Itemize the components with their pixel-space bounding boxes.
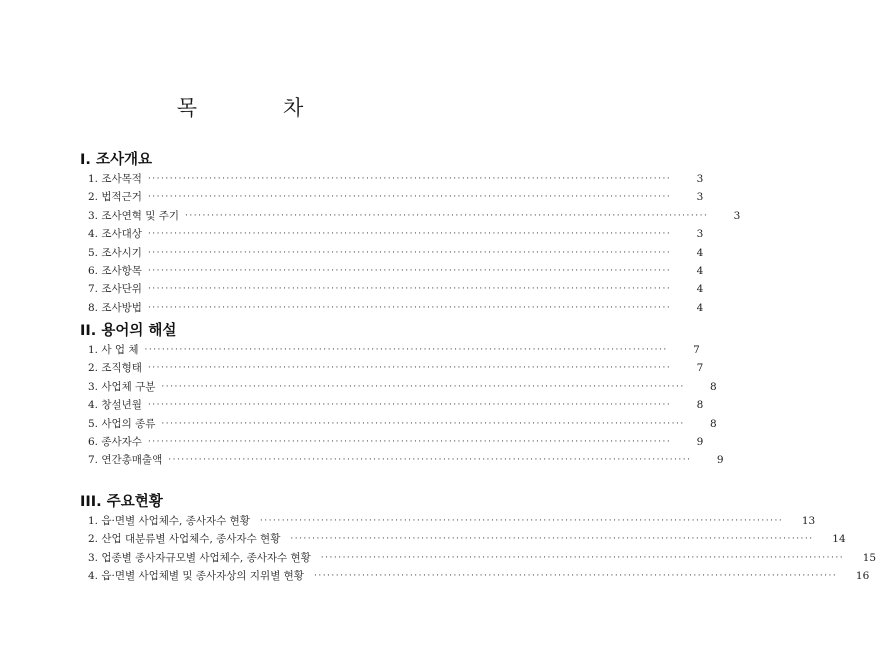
dot-leader: ························································································································ (185, 210, 709, 221)
toc-entry-page: 8 (696, 399, 704, 412)
toc-entry-page: 15 (862, 551, 876, 564)
dot-leader: ························································································································ (147, 174, 672, 184)
toc-entry-label: 8. 조사방법 (88, 301, 142, 314)
toc-entry-label: 6. 종사자수 (88, 435, 142, 448)
toc-entry[interactable] (80, 188, 704, 206)
toc-entry-label: 5. 조사시기 (88, 246, 142, 259)
dot-leader: ························································································································ (147, 284, 672, 295)
dot-leader: ························································································································ (147, 363, 672, 374)
toc-entry-page: 3 (733, 209, 741, 222)
toc-entry[interactable] (80, 170, 704, 188)
toc-entry-page: 7 (693, 344, 700, 356)
toc-entry-page: 9 (716, 454, 724, 467)
toc-entry-label: 3. 업종별 종사자규모별 사업체수, 종사자수 현황 (88, 551, 311, 564)
toc-entry[interactable] (80, 225, 704, 243)
dot-leader: ························································································································ (161, 418, 685, 429)
toc-entry-page: 14 (832, 533, 846, 546)
dot-leader: ························································································································ (147, 436, 672, 447)
dot-leader: ························································································································ (144, 345, 668, 355)
toc-entry-label: 3. 사업체 구분 (88, 380, 156, 393)
dot-leader: ························································································································ (147, 229, 672, 240)
toc-entry-label: 4. 조사대상 (88, 228, 142, 241)
section-heading: III. 주요현황 (80, 494, 163, 510)
toc-entry-page: 4 (696, 246, 704, 259)
section-survey-overview (80, 150, 741, 317)
dot-leader: ························································································································ (147, 265, 672, 276)
dot-leader: ························································································································ (168, 455, 692, 466)
toc-entry[interactable] (80, 262, 704, 280)
dot-leader: ························································································································ (147, 247, 672, 258)
toc-entry-page: 3 (696, 173, 704, 185)
toc-entry-label: 1. 사 업 체 (88, 344, 139, 356)
dot-leader: ························································································································ (147, 192, 672, 203)
toc-entry-label: 2. 법적근거 (88, 191, 142, 204)
toc-entry-page: 4 (696, 301, 704, 314)
toc-entry[interactable] (80, 299, 704, 317)
dot-leader: ························································································································ (313, 571, 838, 582)
toc-entry[interactable] (80, 244, 704, 262)
toc-entry-label: 1. 읍·면별 사업체수, 종사자수 현황 (88, 515, 250, 527)
section-main-status (80, 492, 876, 586)
title-char-2: 차 (283, 96, 304, 120)
dot-leader: ························································································································ (259, 516, 784, 526)
toc-entry-label: 2. 산업 대분류별 사업체수, 종사자수 현황 (88, 533, 281, 546)
toc-entry-label: 4. 창설년월 (88, 399, 142, 412)
toc-entry[interactable] (80, 396, 704, 414)
toc-entry[interactable] (80, 530, 846, 548)
toc-entry-page: 16 (855, 570, 870, 583)
toc-entry-page: 4 (696, 283, 704, 296)
toc-entry-label: 4. 읍·면별 사업체별 및 종사자상의 지위별 현황 (88, 570, 304, 583)
page-title (0, 92, 480, 122)
toc-entry[interactable] (80, 378, 717, 396)
toc-entry-page: 9 (696, 435, 704, 448)
toc-entry[interactable] (80, 512, 816, 530)
toc-entry[interactable] (80, 280, 704, 298)
toc-entry[interactable] (80, 359, 704, 377)
toc-entry[interactable] (80, 451, 724, 469)
toc-entry-label: 1. 조사목적 (88, 173, 142, 185)
dot-leader: ························································································································ (320, 552, 845, 563)
toc-entry-label: 3. 조사연혁 및 주기 (88, 209, 180, 222)
toc-entry[interactable] (80, 341, 700, 359)
section-heading: II. 용어의 해설 (80, 323, 177, 339)
dot-leader: ························································································································ (290, 534, 814, 545)
toc-entry-label: 7. 연간총매출액 (88, 454, 163, 467)
toc-entry[interactable] (80, 567, 870, 585)
toc-entry[interactable] (80, 415, 717, 433)
dot-leader: ························································································································ (147, 302, 672, 313)
section-term-definitions (80, 321, 724, 470)
toc-entry-page: 3 (696, 228, 704, 241)
toc-entry[interactable] (80, 433, 704, 451)
section-heading: I. 조사개요 (80, 152, 152, 168)
dot-leader: ························································································································ (161, 381, 685, 392)
toc-entry-label: 7. 조사단위 (88, 283, 142, 296)
toc-entry-label: 2. 조직형태 (88, 362, 142, 375)
toc-entry-page: 8 (710, 417, 717, 430)
toc-entry-page: 4 (696, 264, 704, 277)
toc-entry[interactable] (80, 549, 876, 567)
title-char-1: 목 (176, 96, 197, 120)
toc-entry-label: 5. 사업의 종류 (88, 417, 156, 430)
toc-entry[interactable] (80, 207, 741, 225)
toc-entry-page: 13 (801, 515, 816, 527)
toc-entry-label: 6. 조사항목 (88, 264, 142, 277)
dot-leader: ························································································································ (147, 400, 672, 411)
toc-entry-page: 3 (696, 191, 704, 204)
toc-entry-page: 7 (696, 362, 704, 375)
toc-entry-page: 8 (710, 380, 717, 393)
